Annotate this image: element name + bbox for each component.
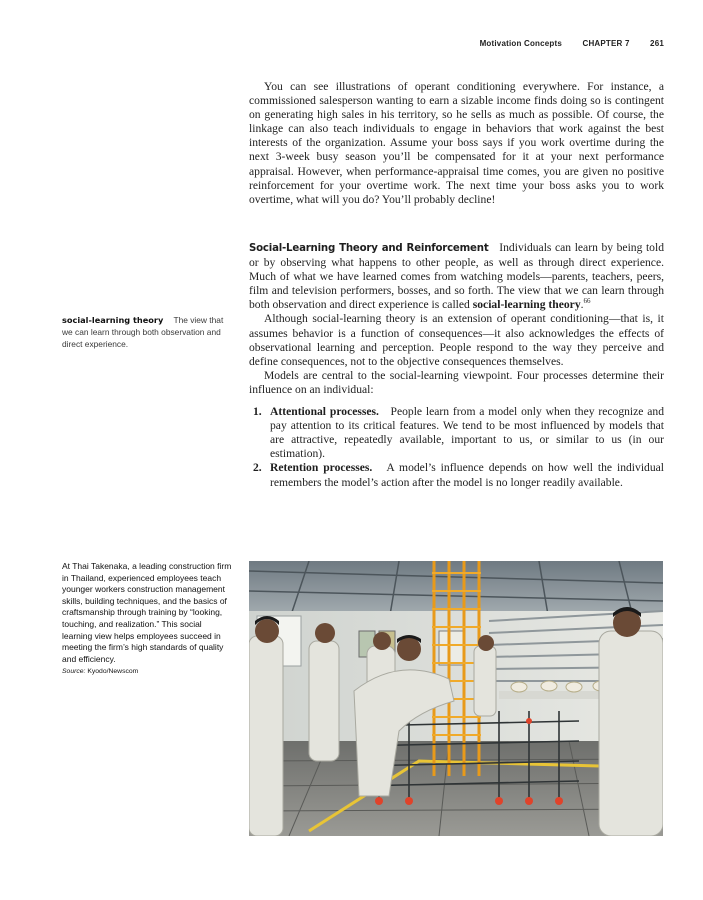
paragraph-social-learning: [249, 241, 664, 312]
margin-definition: [62, 314, 234, 350]
photo-caption-text: At Thai Takenaka, a leading construction firm in Thailand, experienced employees teach younger workers construction management skills, building techniques, and the basics of craftsmanship through training by “looking, touching, and realization.” This social learning view helps employees succeed in meeting the firm’s high standards of quality and efficiency.: [62, 561, 232, 664]
photo-source-name: Kyodo/Newscom: [87, 668, 139, 676]
page-number: 261: [650, 39, 664, 48]
paragraph-operant-examples: You can see illustrations of operant conditioning everywhere. For instance, a commissioned salesperson wanting to earn a sizable income finds doing so is contingent on generating high sales in his territory, so he sells as much as possible. Of course, the linkage can also teach individuals to engage in behaviors that work against the best interests of the organization. Assume your boss says if you work overtime during the next 3-week busy season you’ll be compensated for it at your next performance appraisal. However, when performance-appraisal time comes, you are given no positive reinforcement for your overtime work. The next time your boss asks you to work overtime, what will you do? You’ll probably decline!: [249, 80, 664, 206]
section-heading: Social-Learning Theory and Reinforcement: [249, 243, 489, 254]
process-text: People learn from a model only when they recognize and pay attention to its critical features. We tend to be most influenced by models that are attractive, repeatedly available, important to us, or similar to us (in our estimation).: [270, 405, 665, 461]
process-list: [249, 405, 664, 490]
running-head-section: Motivation Concepts: [479, 39, 563, 48]
paragraph-extension: Although social-learning theory is an extension of operant conditioning—that is, it assumes behavior is a function of consequences—it also acknowledges the effects of observational learning and perception. People respond to the way they perceive and define consequences, not to the objective consequences themselves.: [249, 312, 664, 368]
key-term: social-learning theory: [472, 298, 581, 312]
paragraph-models: Models are central to the social-learning viewpoint. Four processes determine their influence on an individual:: [249, 368, 664, 396]
photo-source: [62, 668, 138, 675]
running-head: [0, 39, 664, 48]
main-text-top: [249, 80, 664, 207]
margin-definition-text: The view that we can learn through both observation and direct experience.: [62, 315, 224, 349]
process-text: A model’s influence depends on how well the individual remembers the model’s action after the model is no longer readily available.: [270, 461, 665, 489]
process-item-attentional: [249, 405, 664, 461]
margin-definition-term: social-learning theory: [62, 315, 164, 325]
photo-caption: [62, 561, 234, 678]
process-number: 1.: [253, 405, 262, 419]
footnote-ref: 66: [583, 297, 591, 306]
process-term: Attentional processes.: [270, 405, 379, 419]
process-term: Retention processes.: [270, 461, 373, 475]
paragraph-social-learning-text: Individuals can learn by being told or by observing what happens to other people, as well as through direct experience. Much of what we have learned comes from watching models—parents, teachers, peers, film and television performers, bosses, and so forth. The view that we can learn through both observation and direct experience is called: [249, 241, 665, 312]
photo-source-label: Source:: [62, 668, 86, 676]
process-item-retention: [249, 461, 664, 489]
training-photo: [249, 561, 663, 836]
process-number: 2.: [253, 461, 262, 475]
training-photo-illustration: [249, 561, 663, 836]
running-head-chapter: CHAPTER 7: [582, 39, 630, 48]
key-term-period: .: [580, 298, 584, 312]
main-text-social-learning: [249, 241, 664, 490]
